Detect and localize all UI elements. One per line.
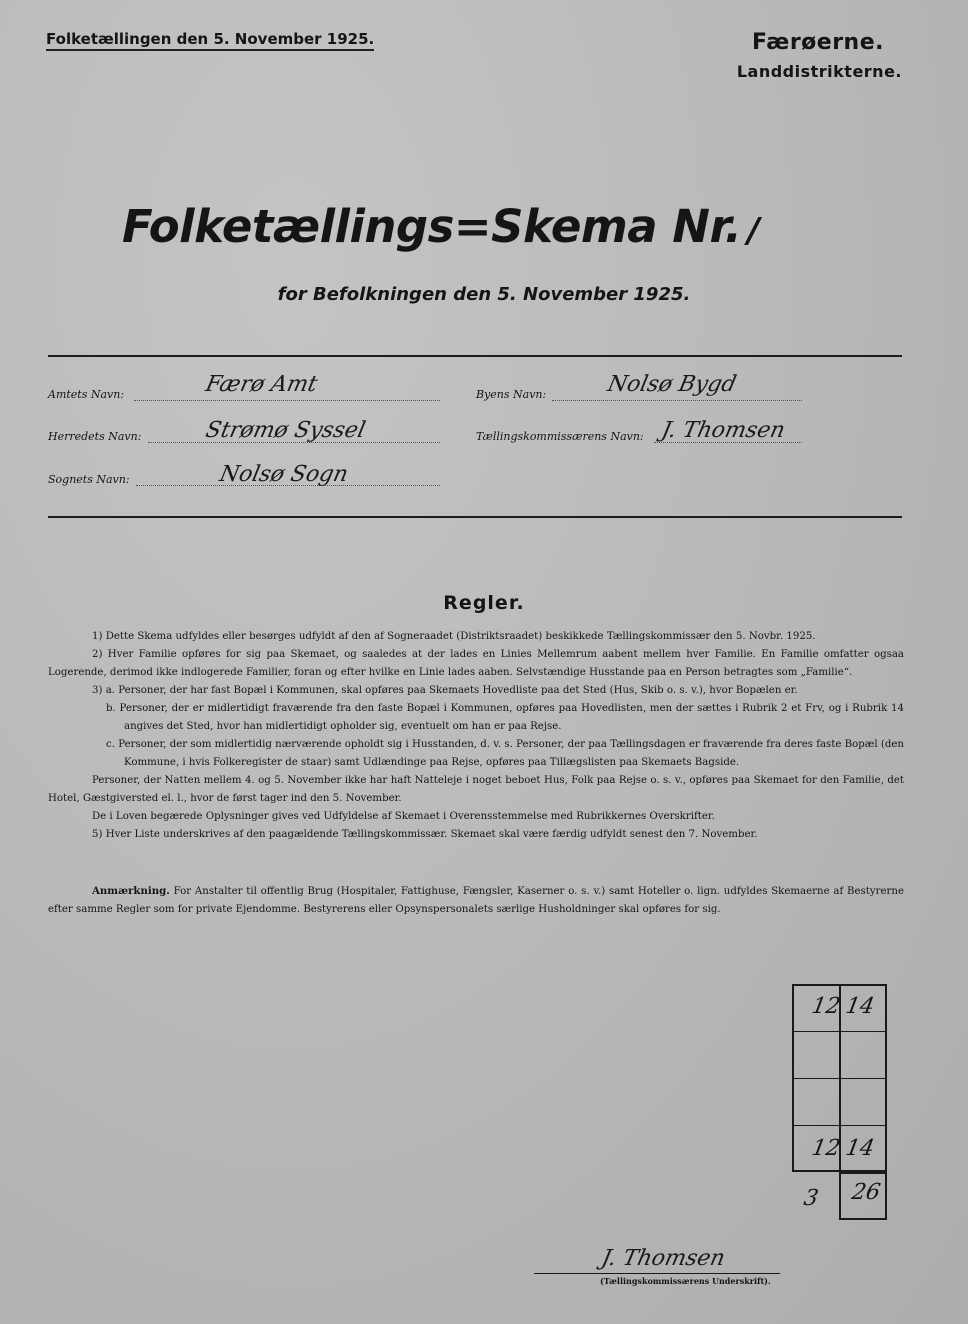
tally-row4-a: 12: [809, 1136, 843, 1161]
signature-label: (Tællingskommissærens Underskrift).: [600, 1276, 771, 1286]
tally-row-line: [792, 1125, 887, 1126]
note-text: For Anstalter til offentlig Brug (Hospitaler, Fattighuse, Fængsler, Kaserner o. s. v.) samt Hoteller o. lign. udfyldes Skemaerne af Bestyrerne efter samme Regler som for private Ejendomme. Bestyrerens eller Opsynspersonalets særlige Husholdninger skal opføres for sig.: [48, 886, 904, 915]
herred-label: Herredets Navn:: [48, 430, 142, 443]
by-line: [552, 400, 802, 401]
tally-row-line: [792, 1031, 887, 1032]
kommissaer-value: J. Thomsen: [659, 418, 788, 443]
sogn-label: Sognets Navn:: [48, 473, 130, 486]
note: [48, 882, 904, 919]
kommissaer-label: Tællingskommissærens Navn:: [476, 430, 644, 443]
rule-6: 5) Hver Liste underskrives af den paagældende Tællingskommissær. Skemaet skal være færdig udfyldt senest den 7. November.: [92, 829, 758, 840]
rule-4: Personer, der Natten mellem 4. og 5. November ikke har haft Natteleje i noget beboet Hus, Folk paa Rejse o. s. v., opføres paa Skemaet for den Familie, det Hotel, Gæstgiversted el. l., hvor de først tager ind den 5. November.: [48, 775, 904, 804]
form-number: /: [747, 211, 760, 251]
district-name: Landdistrikterne.: [736, 62, 902, 81]
form-subtitle: for Befolkningen den 5. November 1925.: [277, 284, 691, 305]
note-label: Anmærkning.: [92, 885, 170, 897]
tally-row4-b: 14: [843, 1136, 877, 1161]
top-rule: [48, 355, 902, 357]
sogn-value: Nolsø Sogn: [217, 462, 351, 487]
rule-1: 1) Dette Skema udfyldes eller besørges udfyldt af den af Sogneraadet (Distriktsraadet) beskikkede Tællingskommissær den 5. Novbr. 1925.: [92, 631, 816, 642]
tally-total-b: 26: [849, 1180, 883, 1205]
rule-3b: b. Personer, der er midlertidigt fraværende fra den faste Bopæl i Kommunen, opføres paa Hovedlisten, men der sættes i Rubrik 2 et Frv, og i Rubrik 14 angives det Sted, hvor han midlertidigt opholder sig, eventuelt om han er paa Rejse.: [106, 703, 904, 732]
amt-label: Amtets Navn:: [48, 388, 125, 401]
rule-5: De i Loven begærede Oplysninger gives ved Udfyldelse af Skemaet i Overensstemmelse med Rubrikkernes Overskrifter.: [92, 811, 715, 822]
rules-title: Regler.: [443, 592, 525, 614]
bottom-rule: [48, 516, 902, 518]
form-title-text: Folketællings=Skema Nr.: [122, 200, 742, 253]
by-label: Byens Navn:: [476, 388, 547, 401]
amt-value: Færø Amt: [203, 372, 320, 397]
rule-3c: c. Personer, der som midlertidig nærværende opholdt sig i Husstanden, d. v. s. Personer, der paa Tællingsdagen er fraværende fra deres faste Bopæl (den Kommune, i hvis Folkeregister de staar) samt Udlændinge paa Rejse, opføres paa Tillægslisten paa Skemaets Bagside.: [106, 739, 904, 768]
census-header-title: Folketællingen den 5. November 1925.: [46, 30, 374, 51]
by-value: Nolsø Bygd: [605, 372, 739, 397]
signature-line: [534, 1273, 780, 1274]
tally-row1-b: 14: [843, 994, 877, 1019]
tally-row-line: [792, 1078, 887, 1079]
rule-3a: 3) a. Personer, der har fast Bopæl i Kommunen, skal opføres paa Skemaets Hovedliste paa det Sted (Hus, Skib o. s. v.), hvor Bopælen er.: [92, 685, 798, 696]
rule-2: 2) Hver Familie opføres for sig paa Skemaet, og saaledes at der lades en Linies Mellemrum aabent mellem hver Familie. En Familie omfatter ogsaa Logerende, derimod ikke indlogerede Familier, foran og efter hvilke en Linie lades aaben. Selvstændige Husstande paa en Person betragtes som „Familie“.: [48, 649, 904, 678]
amt-line: [134, 400, 440, 401]
form-title: [122, 200, 759, 253]
tally-total-a: 3: [801, 1186, 821, 1211]
signature-handwritten: J. Thomsen: [599, 1246, 728, 1271]
herred-value: Strømø Syssel: [203, 418, 368, 443]
tally-row1-a: 12: [809, 994, 843, 1019]
region-name: Færøerne.: [752, 30, 884, 55]
rules-list: [48, 628, 904, 844]
